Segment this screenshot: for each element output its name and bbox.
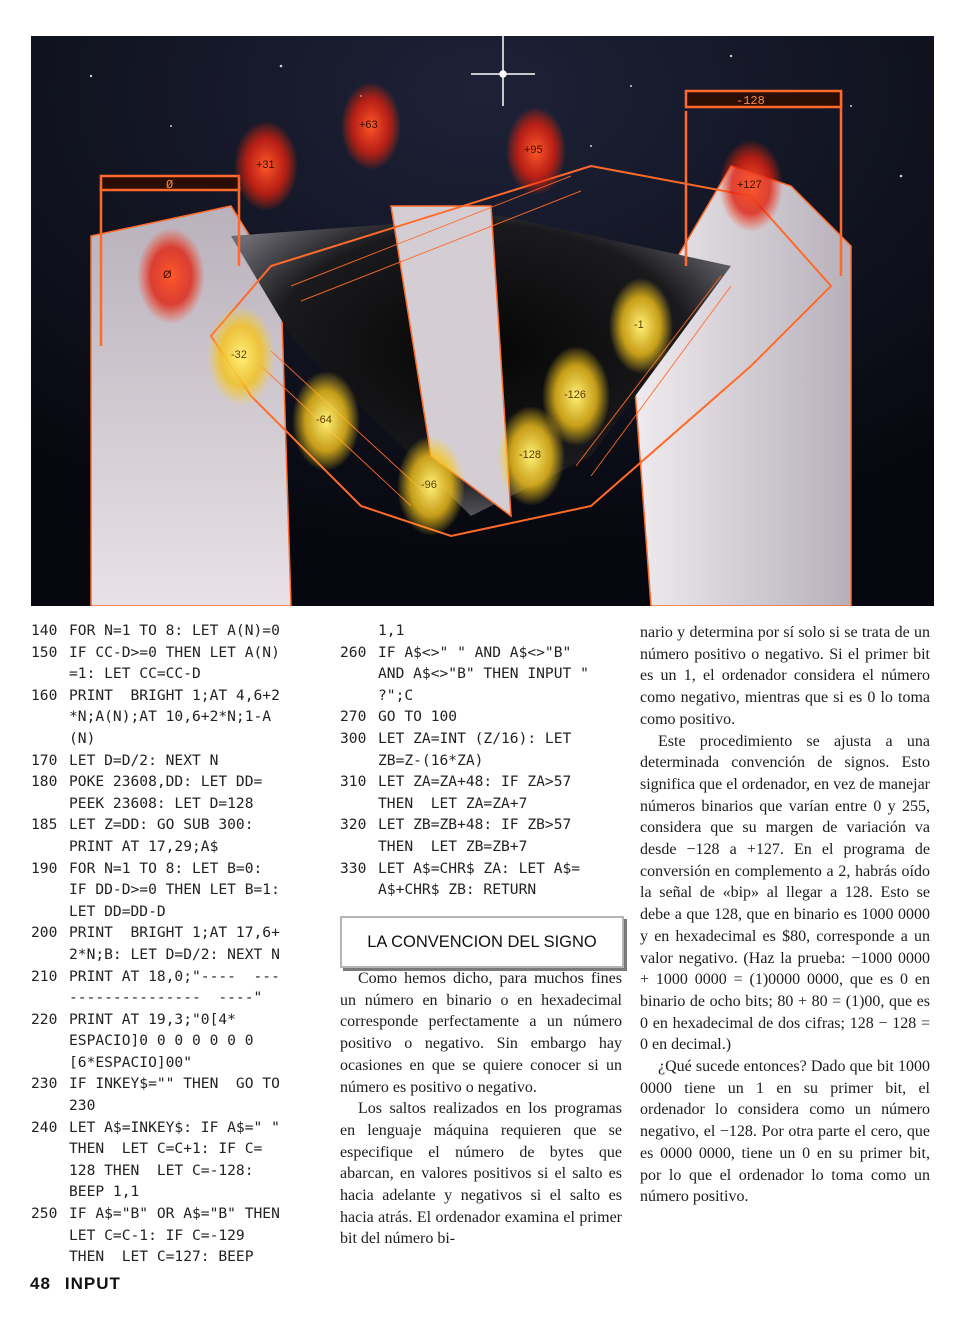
code-statement: PRINT AT 18,0;"---- --- --------------- ----"	[69, 967, 280, 1007]
code-line	[31, 1203, 331, 1268]
left-gantry-display: Ø	[166, 178, 174, 192]
red-figure	[341, 82, 401, 170]
svg-text:-32: -32	[231, 349, 247, 361]
code-statement: 1,1	[378, 622, 405, 639]
code-line	[340, 642, 630, 707]
impossible-staircase-artwork	[31, 36, 934, 606]
code-statement: FOR N=1 TO 8: LET B=0: IF DD-D>=0 THEN LET B=1: LET DD=DD-D	[69, 859, 280, 920]
svg-text:Ø: Ø	[163, 269, 172, 281]
code-line	[340, 814, 630, 857]
line-number: 190	[31, 859, 58, 877]
code-statement: PRINT BRIGHT 1;AT 17,6+ 2*N;B: LET D=D/2: NEXT N	[69, 924, 280, 963]
article-text-column-2	[340, 968, 622, 1250]
code-statement: LET A$=CHR$ ZA: LET A$= A$+CHR$ ZB: RETURN	[378, 859, 581, 899]
code-line	[31, 771, 331, 814]
line-number: 185	[31, 816, 58, 834]
code-line	[31, 922, 331, 965]
code-line	[340, 620, 630, 642]
red-figure	[506, 107, 566, 195]
code-statement: LET ZA=ZA+48: IF ZA>57 THEN LET ZA=ZA+7	[378, 773, 572, 812]
svg-text:+127: +127	[737, 179, 762, 191]
code-line	[340, 706, 630, 728]
paragraph: Los saltos realizados en los programas en lenguaje máquina requieren que se especifique el número de bytes que abarcan, en valores positivos si el salto es hacia adelante y negativos si el salto es hacia atrás. El ordenador examina el primer bit del número bi-	[340, 1100, 622, 1248]
svg-text:+95: +95	[524, 144, 543, 156]
code-statement: POKE 23608,DD: LET DD= PEEK 23608: LET D=128	[69, 773, 263, 812]
svg-text:-64: -64	[316, 414, 332, 426]
line-number: 160	[31, 686, 58, 704]
line-number: 170	[31, 751, 58, 769]
line-number: 330	[340, 859, 367, 877]
red-figure	[234, 121, 298, 211]
right-gantry-display: -128	[736, 94, 765, 108]
line-number: 260	[340, 643, 367, 661]
code-line	[31, 966, 331, 1009]
red-figure	[137, 228, 205, 324]
code-statement: PRINT AT 19,3;"0[4* ESPACIO]0 0 0 0 0 0 0 [6*ESPACIO]00"	[69, 1010, 254, 1071]
line-number: 300	[340, 729, 367, 747]
line-number	[340, 620, 378, 642]
code-line	[340, 858, 630, 901]
code-line	[31, 1009, 331, 1074]
code-statement: IF A$="B" OR A$="B" THEN LET C=C-1: IF C=-129 THEN LET C=127: BEEP	[69, 1205, 280, 1266]
yellow-figure	[397, 436, 465, 536]
code-line	[31, 620, 331, 642]
code-statement: LET ZB=ZB+48: IF ZB>57 THEN LET ZB=ZB+7	[378, 816, 572, 855]
paragraph: nario y determina por sí solo si se trata de un número positivo o negativo. Si el primer bit es un 1, el ordenador considera el número como negativo, mientras que si es 0 lo toma como positivo.	[640, 624, 930, 728]
article-text-column-3	[640, 622, 930, 1208]
code-line	[31, 1117, 331, 1203]
cover-illustration	[31, 36, 934, 606]
yellow-figure	[207, 306, 275, 406]
basic-listing-column-1	[31, 620, 331, 1268]
line-number: 180	[31, 773, 58, 791]
line-number: 270	[340, 708, 367, 726]
code-statement: GO TO 100	[378, 708, 458, 726]
code-line	[31, 750, 331, 772]
svg-text:-1: -1	[634, 319, 644, 331]
code-statement: IF CC-D>=0 THEN LET A(N) =1: LET CC=CC-D	[69, 643, 280, 683]
paragraph: ¿Qué sucede entonces? Dado que bit 1000 0000 tiene un 1 en su primer bit, el ordenador lo considera como un número negativo, el −128. Por otra parte el cero, que es 0000 0000, tiene un 0 en su primer bit, por lo que el ordenador lo toma como un número positivo.	[640, 1058, 930, 1206]
code-statement: LET Z=DD: GO SUB 300: PRINT AT 17,29;A$	[69, 816, 254, 855]
code-line	[31, 1073, 331, 1116]
svg-text:-128: -128	[519, 449, 542, 461]
code-line	[340, 728, 630, 771]
line-number: 320	[340, 816, 367, 834]
code-line	[31, 642, 331, 685]
red-figure	[719, 140, 783, 232]
yellow-figure	[292, 371, 360, 471]
line-number: 210	[31, 967, 58, 985]
line-number: 230	[31, 1075, 58, 1093]
code-line	[340, 771, 630, 814]
svg-text:+31: +31	[256, 159, 275, 171]
line-number: 240	[31, 1118, 58, 1136]
line-number: 310	[340, 773, 367, 791]
code-line	[31, 814, 331, 857]
code-statement: LET D=D/2: NEXT N	[69, 751, 219, 769]
svg-text:-126: -126	[564, 389, 587, 401]
line-number: 200	[31, 924, 58, 942]
code-statement: IF INKEY$="" THEN GO TO 230	[69, 1075, 280, 1115]
code-statement: LET ZA=INT (Z/16): LET ZB=Z-(16*ZA)	[378, 729, 572, 769]
section-heading: LA CONVENCION DEL SIGNO	[340, 916, 624, 968]
svg-text:-96: -96	[421, 479, 437, 491]
code-statement: FOR N=1 TO 8: LET A(N)=0	[69, 622, 280, 639]
magazine-name: INPUT	[64, 1274, 121, 1293]
code-line	[31, 685, 331, 750]
page-footer	[30, 1274, 121, 1294]
line-number: 140	[31, 622, 58, 639]
code-statement: LET A$=INKEY$: IF A$=" " THEN LET C=C+1: IF C= 128 THEN LET C=-128: BEEP 1,1	[69, 1118, 280, 1201]
yellow-figure	[609, 278, 673, 374]
paragraph: Este procedimiento se ajusta a una determinada convención de signos. Esto significa que el ordenador, en vez de manejar números binarios que varían entre 0 y 255, considera que su margen de variación va desde −128 a +127. En el programa de conversión en complemento a 2, habrás oído la señal de «bip» al llegar a 128. Esto se debe a que 128, que en binario es 1000 0000 y en hexadecimal es $80, corresponde a un valor negativo. (Haz la prueba: −1000 0000 + 1000 0000 = (1)0000 0000, que es 0 en binario de ocho bits; 80 + 80 = (1)00, que es 0 en hexadecimal de dos cifras; 128 − 128 = 0 en decimal.)	[640, 732, 930, 1054]
line-number: 150	[31, 643, 58, 661]
code-line	[31, 858, 331, 923]
code-statement: IF A$<>" " AND A$<>"B" AND A$<>"B" THEN INPUT " ?";C	[378, 643, 589, 704]
page-number: 48	[30, 1274, 51, 1293]
line-number: 220	[31, 1010, 58, 1028]
line-number: 250	[31, 1205, 58, 1223]
code-statement: PRINT BRIGHT 1;AT 4,6+2 *N;A(N);AT 10,6+2*N;1-A (N)	[69, 686, 280, 747]
paragraph: Como hemos dicho, para muchos fines un número en binario o en hexadecimal corresponde perfectamente a un número positivo o negativo. Sin embargo hay ocasiones en que se quiere conocer si un número es positivo o negativo.	[340, 970, 622, 1096]
yellow-figure	[542, 346, 610, 446]
basic-listing-column-2	[340, 620, 630, 901]
svg-text:+63: +63	[359, 119, 378, 131]
